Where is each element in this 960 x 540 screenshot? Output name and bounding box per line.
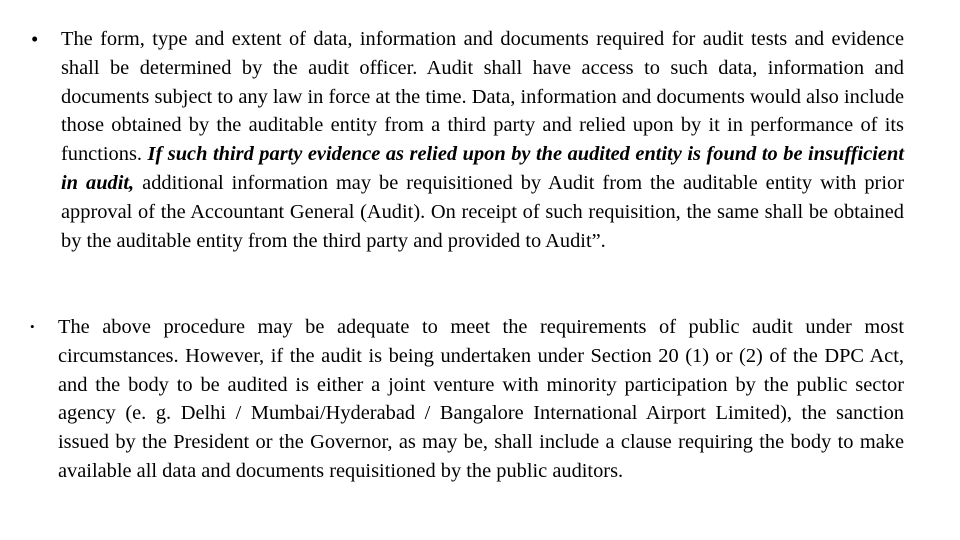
bullet-paragraph <box>61 25 904 255</box>
bullet-marker: • <box>30 319 35 334</box>
bullet-item-audit-evidence <box>31 25 904 255</box>
paragraph-text-continued: additional information may be requisitioned by Audit from the auditable entity with prior approval of the Accountant General (Audit). On receipt of such requisition, the same shall be obtained by the auditable entity from the third party and provided to Audit”. <box>61 171 904 252</box>
bullet-marker: • <box>31 27 39 51</box>
emphasized-text: If such third party evidence as relied upon by the audited entity is found to be insufficient in audit, <box>61 143 904 194</box>
bullet-item-procedure <box>30 313 904 486</box>
bullet-paragraph: The above procedure may be adequate to meet the requirements of public audit under most circumstances. However, if the audit is being undertaken under Section 20 (1) or (2) of the DPC Act, and the body to be audited is either a joint venture with minority participation by the public sector agency (e. g. Delhi / Mumbai/Hyderabad / Bangalore International Airport Limited), the sanction issued by the President or the Governor, as may be, shall include a clause requiring the body to make available all data and documents requisitioned by the public auditors. <box>58 316 904 482</box>
paragraph-text: The form, type and extent of data, information and documents required for audit tests and evidence shall be determined by the audit officer. Audit shall have access to such data, information and documents subject to any law in force at the time. Data, information and documents would also include those obtained by the auditable entity from a third party and relied upon by it in performance of its functions. <box>61 28 904 166</box>
